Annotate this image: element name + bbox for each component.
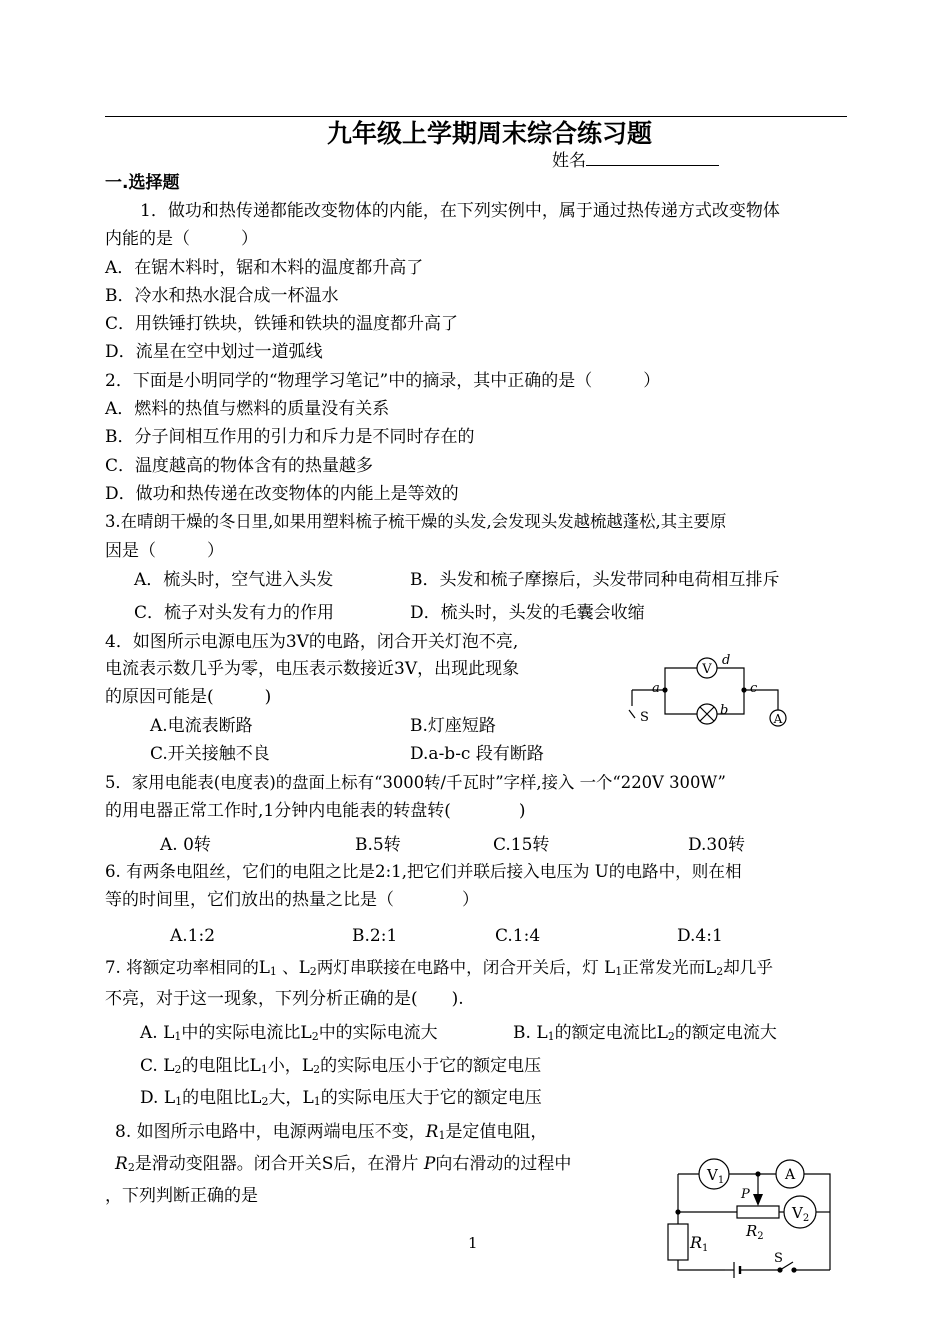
q8-slider-label: P [741,1187,750,1202]
q3-option-d: D．梳头时，头发的毛囊会收缩 [410,603,645,623]
q1-option-b: B．冷水和热水混合成一杯温水 [105,286,339,306]
q5-stem-line1: 5．家用电能表(电度表)的盘面上标有“3000转/千瓦时”字样,接入 一个“220V 300W” [105,773,726,792]
q6-stem-line1: 6. 有两条电阻丝，它们的电阻之比是2:1,把它们并联后接入电压为 U的电路中，则在相 [105,862,742,881]
q5-option-d: D.30转 [688,835,746,855]
name-label: 姓名 [552,151,586,171]
q8-stem-line2: $R_2$是滑动变阻器。闭合开关S后，在滑片 P向右滑动的过程中 [115,1154,572,1174]
q5-option-c: C.15转 [493,835,550,855]
q3-option-c: C．梳子对头发有力的作用 [134,603,335,623]
q7-option-c: C. $L_2$的电阻比$L_1$小，$L_2$的实际电压小于它的额定电压 [140,1056,542,1076]
q4-stem-line3: 的原因可能是( ) [105,687,272,707]
q6-option-b: B.2:1 [352,926,398,946]
q4-point-b: b [720,703,729,718]
q8-r2-label: $R_2$ [746,1222,764,1242]
page-title: 九年级上学期周末综合练习题 [327,119,653,148]
q7-option-a: A. $L_1$中的实际电流比$L_2$中的实际电流大 [140,1023,438,1043]
q6-option-a: A.1:2 [170,926,216,946]
q2-stem: 2．下面是小明同学的“物理学习笔记”中的摘录，其中正确的是（ ） [105,371,661,391]
page-number: 1 [468,1234,478,1252]
q7-stem-line1: 7. 将额定功率相同的$L_1$ 、$L_2$两灯串联接在电路中，闭合开关后，灯 $L_1$正常发光而$L_2$却几乎 [105,958,773,978]
q1-stem-line1: 1．做功和热传递都能改变物体的内能，在下列实例中，属于通过热传递方式改变物体 [140,201,780,221]
q8-switch-label: S [774,1251,783,1266]
q1-option-a: A．在锯木料时，锯和木料的温度都升高了 [105,258,424,278]
q2-option-b: B．分子间相互作用的引力和斥力是不同时存在的 [105,427,475,447]
q5-option-a: A. 0转 [160,835,211,855]
q3-stem-line2: 因是（ ） [105,541,224,561]
q8-voltmeter2-label: $V_2$ [792,1204,810,1224]
header-rule [105,116,847,117]
q4-option-a: A.电流表断路 [150,716,253,736]
q4-switch-label: S [640,710,649,725]
q8-stem-line3: ，下列判断正确的是 [105,1186,258,1206]
q4-option-c: C.开关接触不良 [150,744,270,764]
q4-voltmeter-label: V [702,662,712,677]
q8-stem-line1: 8. 如图所示电路中，电源两端电压不变，$R_1$是定值电阻， [115,1122,548,1142]
name-blank [586,150,719,166]
q8-ammeter-label: A [784,1167,796,1183]
q1-stem-line2: 内能的是（ ） [105,229,258,249]
q2-option-a: A．燃料的热值与燃料的质量没有关系 [105,399,390,419]
q4-circuit-diagram [620,648,790,748]
q3-option-b: B．头发和梳子摩擦后，头发带同种电荷相互排斥 [410,570,780,590]
q8-voltmeter1-label: $V_1$ [707,1166,725,1186]
q2-option-d: D．做功和热传递在改变物体的内能上是等效的 [105,484,459,504]
q5-stem-line2: 的用电器正常工作时,1分钟内电能表的转盘转( ) [105,801,526,821]
q4-ammeter-label: A [773,712,783,726]
q3-option-a: A．梳头时，空气进入头发 [134,570,334,590]
q4-point-a: a [652,681,660,696]
q6-option-c: C.1:4 [495,926,541,946]
q4-point-c: c [750,681,758,696]
q6-option-d: D.4:1 [677,926,723,946]
q7-option-b: B. $L_1$的额定电流比$L_2$的额定电流大 [513,1023,777,1043]
q4-point-d: d [722,653,731,668]
q1-option-d: D．流星在空中划过一道弧线 [105,342,323,362]
q8-r1-label: R1 [690,1233,709,1254]
q4-option-b: B.灯座短路 [410,716,496,736]
q1-option-c: C．用铁锤打铁块，铁锤和铁块的温度都升高了 [105,314,459,334]
q5-option-b: B.5转 [355,835,401,855]
q3-stem-line1: 3.在晴朗干燥的冬日里,如果用塑料梳子梳干燥的头发,会发现头发越梳越蓬松,其主要原 [105,512,727,531]
q4-stem-line2: 电流表示数几乎为零，电压表示数接近3V，出现此现象 [105,659,520,679]
name-field [552,150,719,170]
q8-circuit-diagram [660,1150,840,1282]
q7-option-d: D. $L_1$的电阻比$L_2$大，$L_1$的实际电压大于它的额定电压 [140,1088,542,1108]
q7-stem-line2: 不亮，对于这一现象，下列分析正确的是( ). [105,989,464,1009]
q2-option-c: C．温度越高的物体含有的热量越多 [105,456,374,476]
q6-stem-line2: 等的时间里，它们放出的热量之比是（ ） [105,890,479,910]
q4-stem-line1: 4．如图所示电源电压为3V的电路，闭合开关灯泡不亮, [105,632,519,652]
q4-option-d: D.a-b-c 段有断路 [410,744,544,764]
section-heading: 一.选择题 [105,173,180,193]
